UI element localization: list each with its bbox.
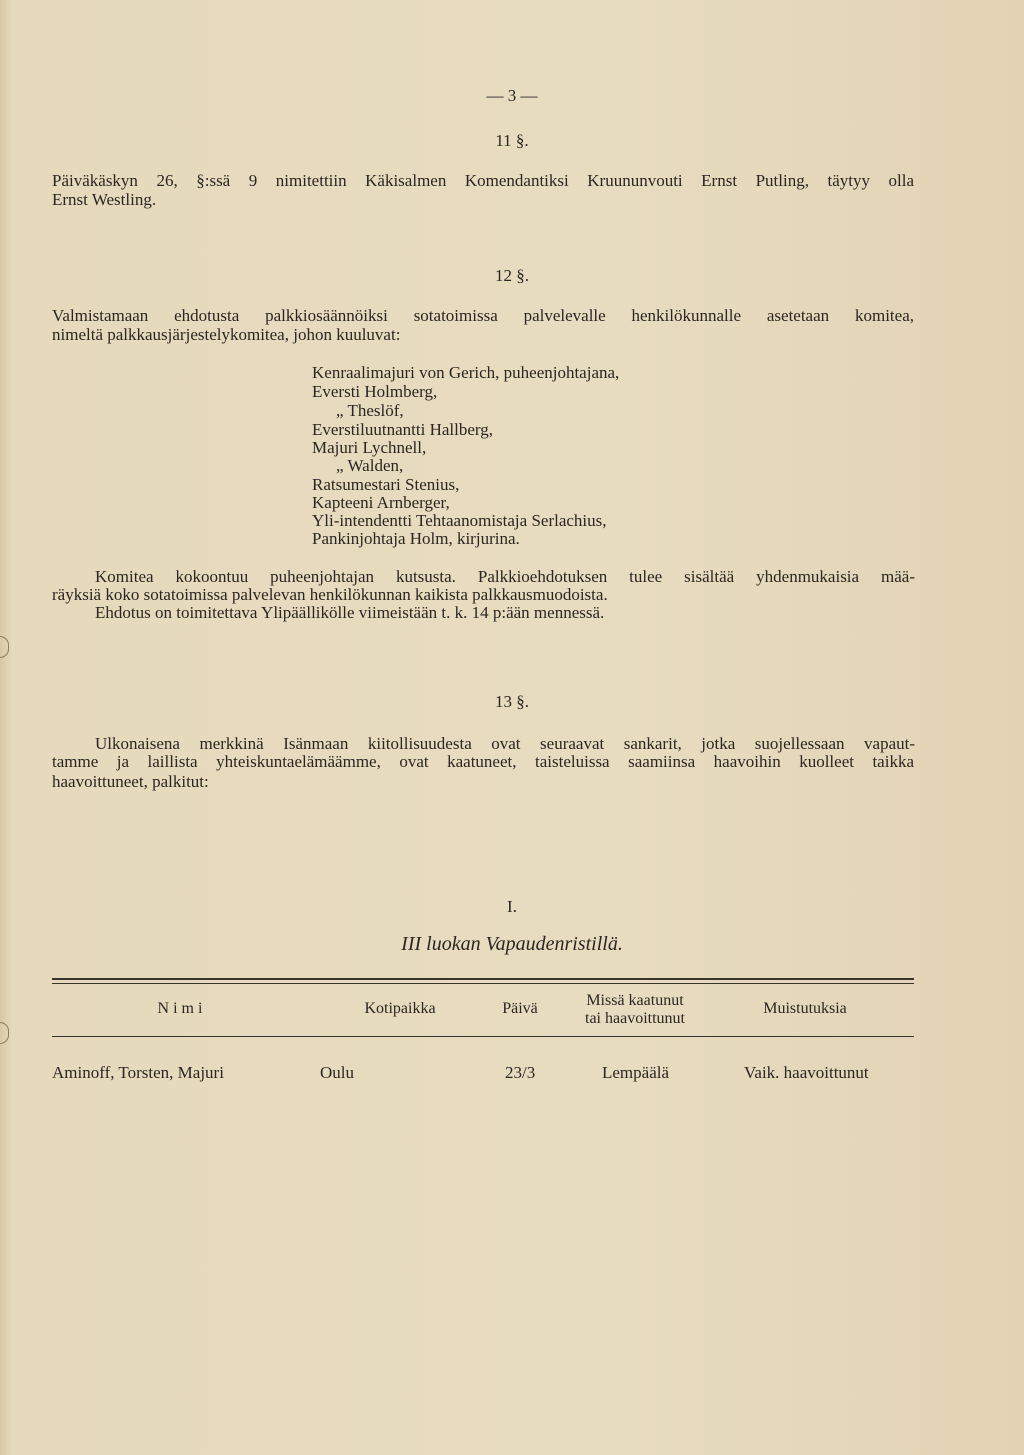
column-header-notes: Muistutuksia: [763, 1000, 847, 1017]
section-11-text-line: Päiväkäskyn 26, §:ssä 9 nimitettiin Käkisalmen Komendantiksi Kruununvouti Ernst Putling, täytyy olla: [52, 171, 914, 190]
committee-member: „ Walden,: [336, 456, 404, 475]
cell-date: 23/3: [505, 1063, 536, 1082]
cell-place: Lempäälä: [602, 1063, 670, 1082]
cell-notes: Vaik. haavoittunut: [744, 1063, 869, 1082]
section-12-closing-line: räyksiä koko sotatoimissa palvelevan henkilökunnan kaikista palkkausmuodoista.: [52, 585, 608, 604]
binding-hole-mark: [0, 1022, 9, 1044]
column-header-place-line: Missä kaatunut: [586, 992, 684, 1009]
committee-member: Kapteeni Arnberger,: [312, 493, 450, 512]
table-top-rule: [52, 983, 914, 984]
committee-member: Kenraalimajuri von Gerich, puheenjohtajana,: [312, 363, 620, 382]
table-top-rule: [52, 978, 914, 980]
page-number: — 3 —: [486, 86, 538, 105]
committee-member: Majuri Lychnell,: [312, 438, 427, 457]
binding-hole-mark: [0, 636, 9, 658]
committee-member: Everstiluutnantti Hallberg,: [312, 420, 493, 439]
column-header-home: Kotipaikka: [364, 1000, 436, 1017]
column-header-place: [560, 992, 710, 1028]
section-12-closing-line: Komitea kokoontuu puheenjohtajan kutsusta. Palkkioehdotuksen tulee sisältää yhdenmukaisia mää-: [95, 567, 915, 586]
section-12-heading: 12 §.: [495, 266, 529, 285]
column-header-date: Päivä: [502, 1000, 538, 1017]
cell-name: Aminoff, Torsten, Majuri: [52, 1063, 224, 1082]
award-roman-numeral: I.: [507, 897, 517, 916]
section-11-text-line: Ernst Westling.: [52, 190, 157, 209]
column-header-name: N i m i: [157, 1000, 203, 1017]
committee-member: Eversti Holmberg,: [312, 382, 438, 401]
section-12-intro-line: nimeltä palkkausjärjestelykomitea, johon kuuluvat:: [52, 325, 401, 344]
section-13-text-line: haavoittuneet, palkitut:: [52, 772, 209, 791]
section-13-heading: 13 §.: [495, 692, 529, 711]
cell-home: Oulu: [320, 1063, 354, 1082]
table-header-rule: [52, 1036, 914, 1037]
committee-member: Pankinjohtaja Holm, kirjurina.: [312, 529, 520, 548]
committee-member: Yli-intendentti Tehtaanomistaja Serlachius,: [312, 511, 607, 530]
committee-member: Ratsumestari Stenius,: [312, 475, 460, 494]
column-header-place-line: tai haavoittunut: [585, 1010, 685, 1027]
committee-member: „ Theslöf,: [336, 401, 404, 420]
section-12-intro-line: Valmistamaan ehdotusta palkkiosäännöiksi sotatoimissa palvelevalle henkilökunnalle asetetaan komitea,: [52, 306, 914, 325]
section-11-heading: 11 §.: [495, 131, 529, 150]
section-12-closing-line: Ehdotus on toimitettava Ylipäällikölle viimeistään t. k. 14 p:ään mennessä.: [95, 603, 605, 622]
award-title: III luokan Vapaudenristillä.: [401, 933, 623, 955]
section-13-text-line: Ulkonaisena merkkinä Isänmaan kiitollisuudesta ovat seuraavat sankarit, jotka suojellessaan vapaut-: [95, 734, 915, 753]
section-13-text-line: tamme ja laillista yhteiskuntaelämäämme, ovat kaatuneet, taisteluissa saamiinsa haavoihin kuolleet taikka: [52, 752, 914, 771]
